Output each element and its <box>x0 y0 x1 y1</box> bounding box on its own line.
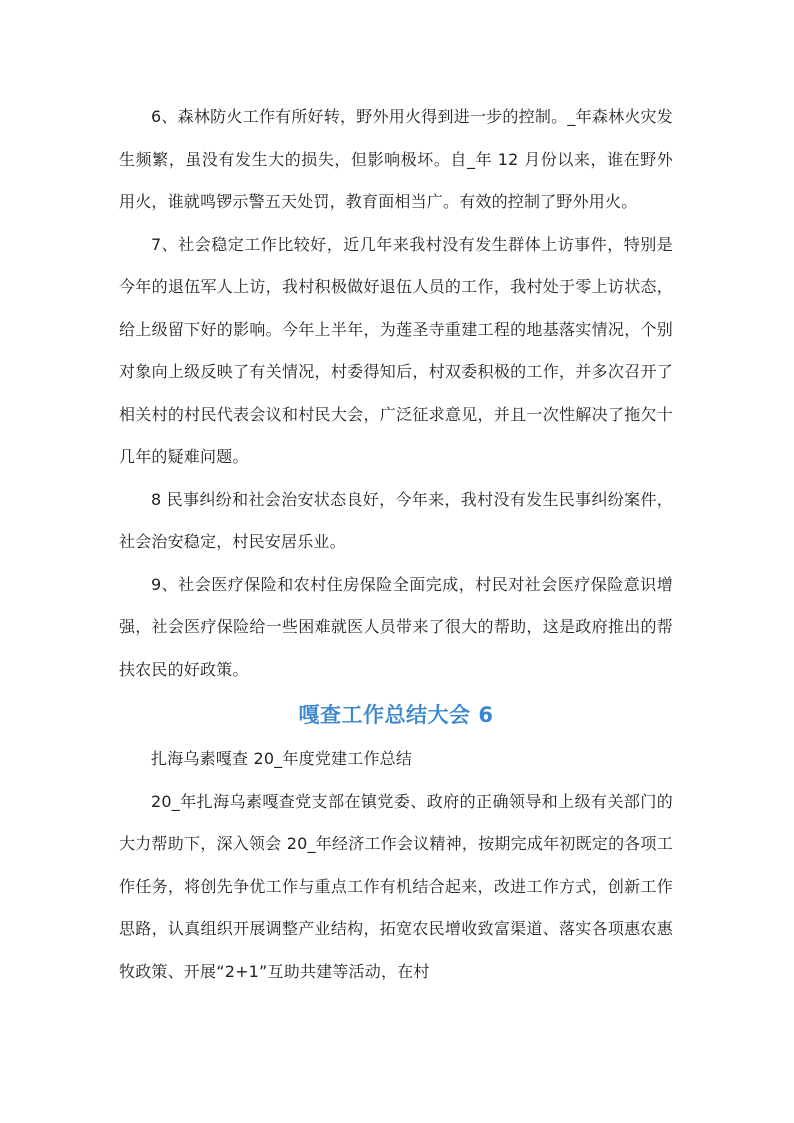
report-intro-paragraph: 20_年扎海乌素嘎查党支部在镇党委、政府的正确领导和上级有关部门的大力帮助下，深入领会 20_年经济工作会议精神，按期完成年初既定的各项工作任务，将创先争优工作与重点工作有机结合起来，改进工作方式，创新工作思路，认真组织开展调整产业结构，拓宽农民增收致富渠道、落实各项惠农惠牧政策、开展“2+1”互助共建等活动，在村 <box>119 791 673 981</box>
paragraph-item-6: 6、森林防火工作有所好转，野外用火得到进一步的控制。_年森林火灾发生频繁，虽没有发生大的损失，但影响极坏。自_年 12 月份以来，谁在野外用火，谁就鸣锣示警五天处罚，教育面相当广。有效的控制了野外用火。 <box>119 107 673 211</box>
document-body <box>119 96 673 993</box>
paragraph-item-8: 8 民事纠纷和社会治安状态良好，今年来，我村没有发生民事纠纷案件，社会治安稳定，村民安居乐业。 <box>119 489 673 551</box>
paragraph-item-9: 9、社会医疗保险和农村住房保险全面完成，村民对社会医疗保险意识增强，社会医疗保险给一些困难就医人员带来了很大的帮助，这是政府推出的帮扶农民的好政策。 <box>119 574 673 679</box>
paragraph-item-7: 7、社会稳定工作比较好，近几年来我村没有发生群体上访事件，特别是今年的退伍军人上访，我村积极做好退伍人员的工作，我村处于零上访状态，给上级留下好的影响。今年上半年，为莲圣寺重建工程的地基落实情况，个别对象向上级反映了有关情况，村委得知后，村双委积极的工作，并多次召开了相关村的村民代表会议和村民大会，广泛征求意见，并且一次性解决了拖欠十几年的疑难问题。 <box>119 234 673 466</box>
report-subtitle: 扎海乌素嘎查 20_年度党建工作总结 <box>151 749 413 768</box>
section-title: 嘎查工作总结大会 6 <box>298 703 494 727</box>
